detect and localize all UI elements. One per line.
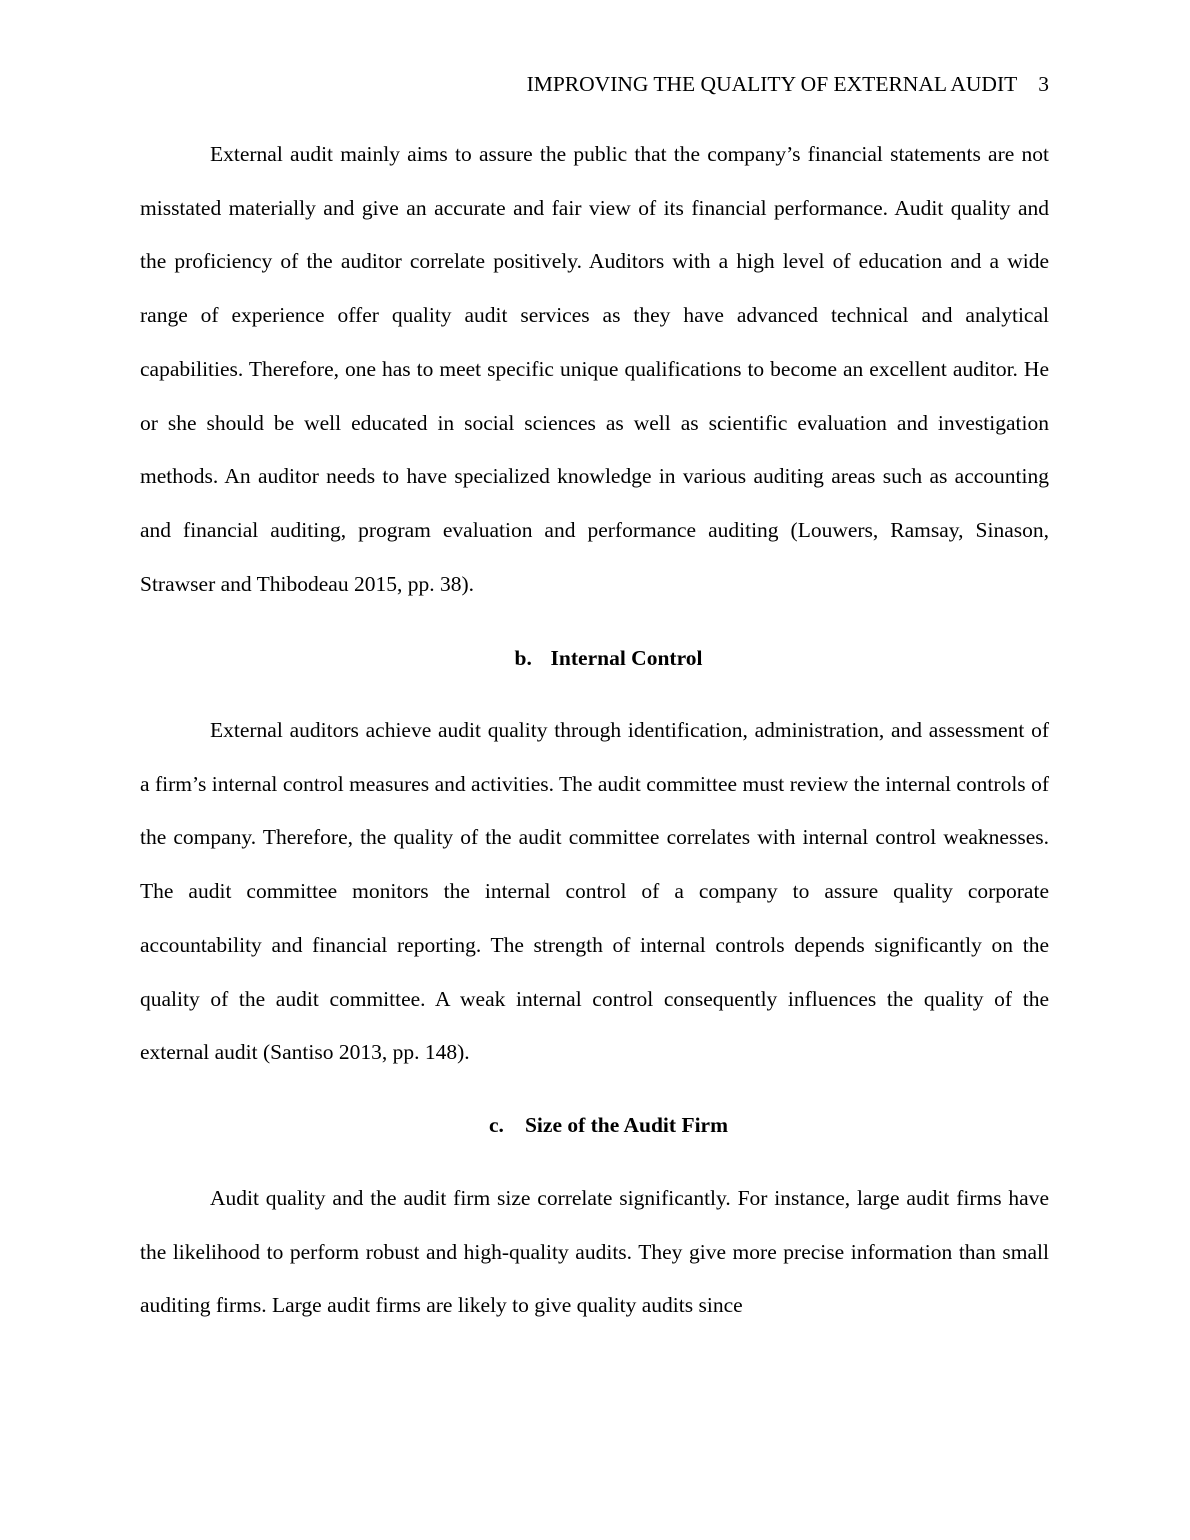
page-number: 3 [1038,72,1049,96]
section-heading-number: b. [514,646,532,670]
section-heading-title: Internal Control [550,646,703,670]
body-paragraph-3: Audit quality and the audit firm size correlate significantly. For instance, large audit firms have the likelihood to perform robust and high-quality audits. They give more precise information than small auditing firms. Large audit firms are likely to give quality audits since [140,1186,1049,1318]
section-heading-audit-firm-size [140,1111,1049,1139]
section-heading-title: Size of the Audit Firm [524,1113,729,1137]
section-heading-number: c. [488,1113,504,1137]
running-head [527,70,1049,98]
section-heading-internal-control [140,644,1049,672]
body-paragraph-1: External audit mainly aims to assure the public that the company’s financial statements are not misstated materially and give an accurate and fair view of its financial performance. Audit quality and the proficiency of the auditor correlate positively. Auditors with a high level of education and a wide range of experience offer quality audit services as they have advanced technical and analytical capabilities. Therefore, one has to meet specific unique qualifications to become an excellent auditor. He or she should be well educated in social sciences as well as scientific evaluation and investigation methods. An auditor needs to have specialized knowledge in various auditing areas such as accounting and financial auditing, program evaluation and performance auditing (Louwers, Ramsay, Sinason, Strawser and Thibodeau 2015, pp. 38). [140,142,1049,596]
running-head-title: IMPROVING THE QUALITY OF EXTERNAL AUDIT [526,72,1018,96]
body-paragraph-2: External auditors achieve audit quality through identification, administration, and assessment of a firm’s internal control measures and activities. The audit committee must review the internal controls of the company. Therefore, the quality of the audit committee correlates with internal control weaknesses. The audit committee monitors the internal control of a company to assure quality corporate accountability and financial reporting. The strength of internal controls depends significantly on the quality of the audit committee. A weak internal control consequently influences the quality of the external audit (Santiso 2013, pp. 148). [140,718,1049,1065]
